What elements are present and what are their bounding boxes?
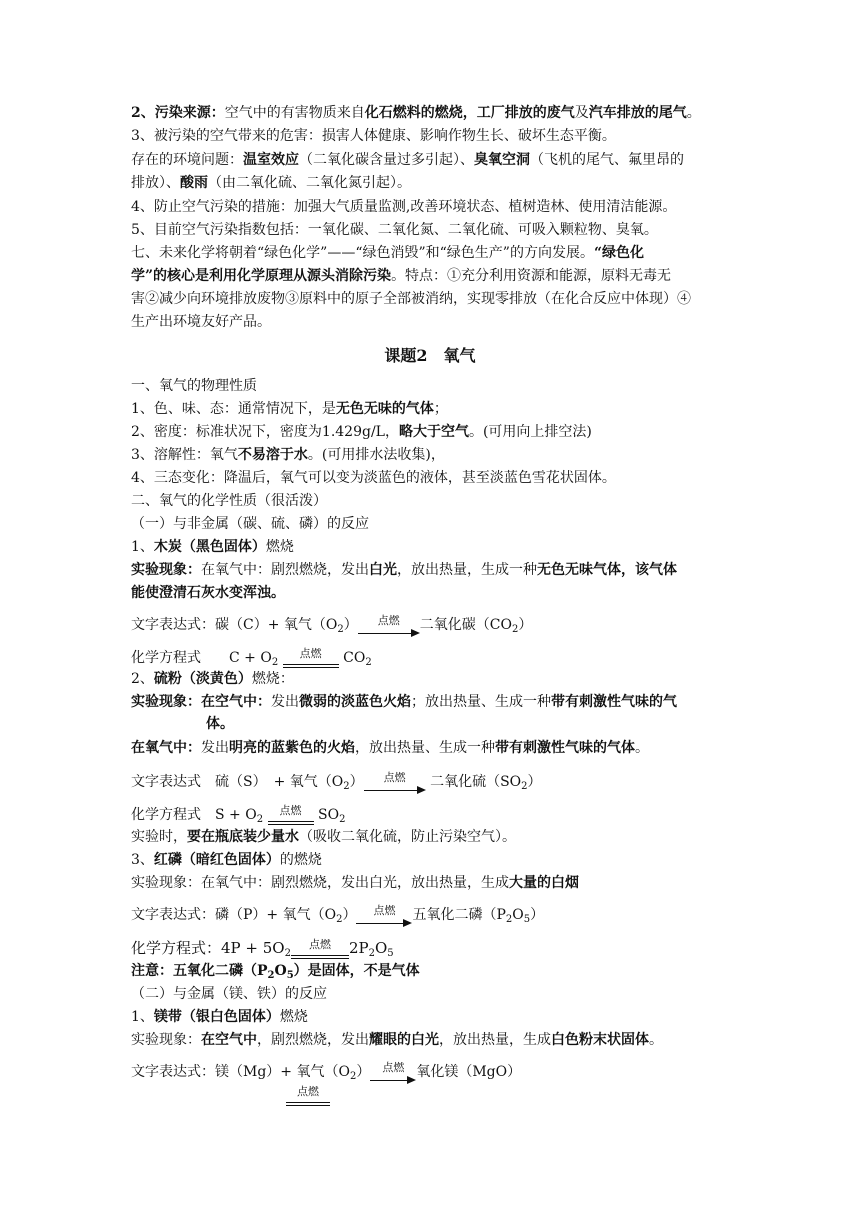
carbon-observation-line-1: 实验现象：在氧气中：剧烈燃烧，发出白光，放出热量，生成一种无色无味气体，该气体	[131, 562, 677, 578]
nonmetal-reaction-heading: （一）与非金属（碳、硫、磷）的反应	[131, 516, 369, 532]
env-problems-line-2: 排放）、酸雨（由二氧化硫、二氧化氮引起）。	[131, 175, 411, 191]
green-chem-line-3: 害②减少向环境排放废物③原料中的原子全部被消纳，实现零排放（在化合反应中体现）④	[131, 291, 691, 307]
reaction-arrow: 点燃	[356, 909, 412, 931]
reaction-arrow: 点燃	[370, 1066, 416, 1088]
reaction-arrow: 点燃	[358, 619, 420, 641]
equals-sign: 点燃	[286, 1090, 330, 1112]
green-chem-line-2: 学”的核心是利用化学原理从源头消除污染。特点：①充分利用资源和能源，原料无毒无	[131, 268, 672, 284]
carbon-observation-line-2: 能使澄清石灰水变浑浊。	[131, 585, 285, 601]
phase-change-line: 4、三态变化：降温后，氧气可以变为淡蓝色的液体，甚至淡蓝色雪花状固体。	[131, 470, 616, 486]
sulfur-observation-line-3: 在氧气中：发出明亮的蓝紫色的火焰，放出热量、生成一种带有刺激性气味的气体。	[131, 740, 649, 756]
metal-reaction-heading: （二）与金属（镁、铁）的反应	[131, 986, 327, 1002]
carbon-heading: 1、木炭（黑色固体）燃烧	[131, 539, 294, 555]
sulfur-note: 实验时，要在瓶底装少量水（吸收二氧化硫，防止污染空气）。	[131, 829, 516, 845]
sulfur-chemical-equation: 化学方程式 $S + O_2$ 点燃 $SO_2$	[131, 804, 345, 831]
sulfur-word-equation: 文字表达式 硫（S） + 氧气$(O_2)$ 点燃 二氧化硫$(SO_2)$	[131, 771, 542, 798]
phosphorus-word-equation: 文字表达式：磷（P）+ 氧气$(O_2)$ 点燃 五氧化二磷$(P_2O_5)$	[131, 904, 544, 931]
magnesium-equation-fragment	[286, 1085, 330, 1112]
phosphorus-heading: 3、红磷（暗红色固体）的燃烧	[131, 852, 322, 868]
physical-props-heading: 一、氧气的物理性质	[131, 378, 257, 394]
chemical-props-heading: 二、氧气的化学性质（很活泼）	[131, 493, 327, 509]
carbon-word-equation: 文字表达式：碳（C）+ 氧气$(O_2)$ 点燃 二氧化碳$(CO_2)$	[131, 614, 532, 641]
green-chem-line-4: 生产出环境友好产品。	[131, 314, 271, 330]
equals-sign: 点燃	[291, 943, 349, 965]
reaction-arrow: 点燃	[364, 776, 426, 798]
pollution-harm-line: 3、被污染的空气带来的危害：损害人体健康、影响作物生长、破坏生态平衡。	[131, 128, 616, 144]
pollution-index-line: 5、目前空气污染指数包括：一氧化碳、二氧化氮、二氧化硫、可吸入颗粒物、臭氧。	[131, 222, 658, 238]
section-title: 课题2 氧气	[384, 346, 476, 365]
color-smell-state-line: 1、色、味、态：通常情况下，是无色无味的气体；	[131, 401, 448, 417]
sulfur-heading: 2、硫粉（淡黄色）燃烧：	[131, 671, 294, 687]
prevention-line: 4、防止空气污染的措施：加强大气质量监测,改善环境状态、植树造林、使用清洁能源。	[131, 199, 677, 215]
solubility-line: 3、溶解性：氧气不易溶于水。(可用排水法收集)，	[131, 447, 445, 463]
sulfur-observation-line-2: 体。	[206, 716, 234, 732]
sulfur-observation-line-1: 实验现象：在空气中：发出微弱的淡蓝色火焰；放出热量、生成一种带有刺激性气味的气	[131, 694, 677, 710]
equals-sign: 点燃	[283, 652, 339, 674]
phosphorus-note: 注意：五氧化二磷$(P_2O_5)$是固体，不是气体	[131, 963, 420, 981]
magnesium-word-equation: 文字表达式：镁（Mg）+ 氧气$(O_2)$ 点燃 氧化镁（MgO）	[131, 1061, 521, 1088]
equals-sign: 点燃	[268, 809, 314, 831]
green-chem-line-1: 七、未来化学将朝着“绿色化学”——“绿色消毁”和“绿色生产”的方向发展。“绿色化	[131, 245, 645, 261]
magnesium-heading: 1、镁带（银白色固体）燃烧	[131, 1009, 308, 1025]
env-problems-line: 存在的环境问题：温室效应（二氧化碳含量过多引起）、臭氧空洞（飞机的尾气、氟里昂的	[131, 152, 684, 168]
magnesium-observation: 实验现象：在空气中，剧烈燃烧，发出耀眼的白光，放出热量，生成白色粉末状固体。	[131, 1032, 663, 1048]
phosphorus-chemical-equation: 化学方程式：$4P + 5O_2$ 点燃 $2P_2O_5$	[131, 937, 394, 965]
pollution-source-line: 2、污染来源：空气中的有害物质来自化石燃料的燃烧，工厂排放的废气及汽车排放的尾气。	[131, 105, 701, 121]
phosphorus-observation: 实验现象：在氧气中：剧烈燃烧，发出白光，放出热量，生成大量的白烟	[131, 875, 579, 891]
density-line: 2、密度：标准状况下，密度为1.429g/L，略大于空气。(可用向上排空法)	[131, 424, 592, 440]
carbon-chemical-equation: 化学方程式 $C + O_2$ 点燃 $CO_2$	[131, 647, 372, 674]
